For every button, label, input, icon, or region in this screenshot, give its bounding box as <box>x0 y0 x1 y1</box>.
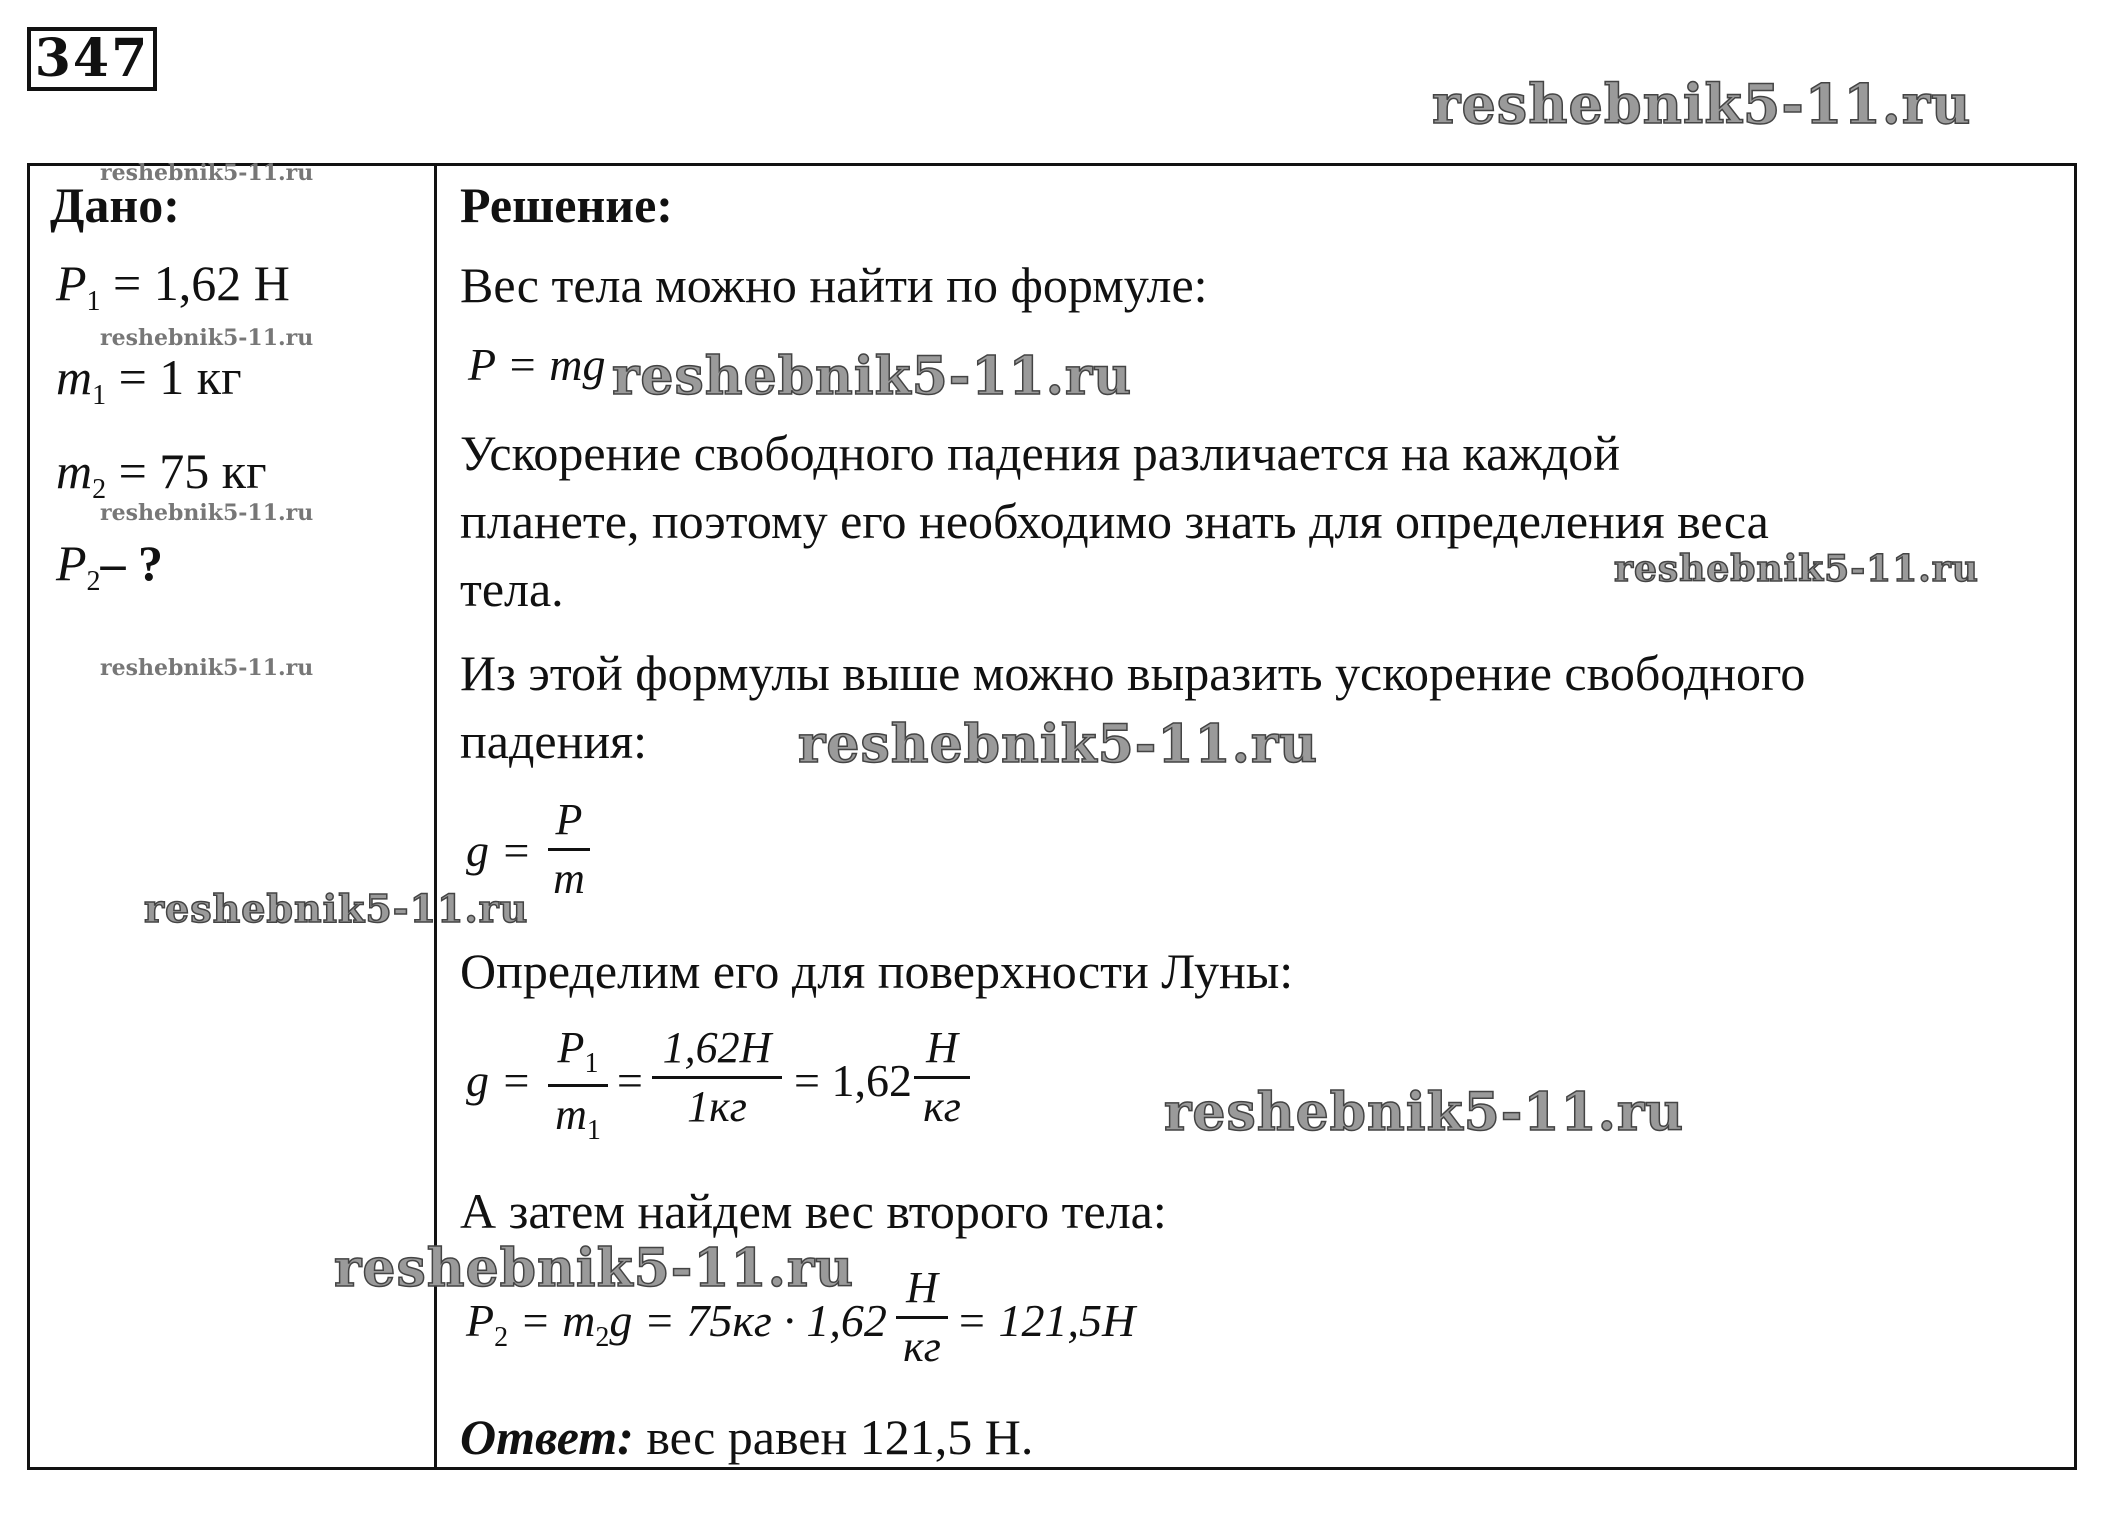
given-subscript: 2 <box>86 566 101 597</box>
formula-g-fraction <box>548 795 590 903</box>
watermark-solution-4: reshebnik5-11.ru <box>144 886 529 931</box>
answer-text: вес равен 121,5 Н. <box>633 1409 1034 1465</box>
formula-moon-fraction-1 <box>548 1023 608 1146</box>
fraction-numerator <box>548 1023 608 1079</box>
given-subscript: 1 <box>86 286 101 317</box>
watermark-solution-2: reshebnik5-11.ru <box>1614 548 1979 590</box>
formula-weight: P = mg <box>468 339 606 390</box>
given-subscript: 2 <box>92 474 107 505</box>
given-value: = 75 кг <box>106 443 267 499</box>
watermark-solution-6: reshebnik5-11.ru <box>334 1238 855 1299</box>
fraction-denominator: кг <box>923 1082 961 1131</box>
watermark-given-1: reshebnik5-11.ru <box>100 160 314 186</box>
fraction-bar <box>548 848 590 851</box>
given-line-m1 <box>56 349 242 411</box>
given-symbol: m <box>56 443 93 499</box>
numerator-symbol: P <box>557 1023 585 1072</box>
formula-g-lhs: g = <box>466 825 532 876</box>
solution-paragraph-1: Вес тела можно найти по формуле: <box>460 257 1208 313</box>
given-symbol: m <box>56 349 93 405</box>
formula-substitution: g = 75кг · 1,62 <box>609 1295 887 1346</box>
formula-moon-eq-1: = <box>614 1055 646 1106</box>
solution-heading: Решение: <box>460 177 673 233</box>
fraction-denominator: кг <box>903 1322 941 1371</box>
fraction-bar <box>896 1316 948 1319</box>
formula-moon-fraction-3 <box>914 1023 970 1131</box>
given-value: = 1 кг <box>106 349 242 405</box>
formula-subscript: 2 <box>595 1322 610 1353</box>
watermark-given-2: reshebnik5-11.ru <box>100 325 314 351</box>
numerator-subscript: 1 <box>584 1048 599 1079</box>
answer-label: Ответ: <box>460 1409 634 1465</box>
solution-paragraph-3-line-1: Из этой формулы выше можно выразить ускорение свободного <box>460 645 1806 701</box>
fraction-bar <box>652 1076 782 1079</box>
solution-paragraph-4: Определим его для поверхности Луны: <box>460 943 1294 999</box>
formula-mass: = m <box>508 1295 596 1346</box>
formula-moon-fraction-2 <box>652 1023 782 1131</box>
solution-paragraph-5: А затем найдем вес второго тела: <box>460 1183 1167 1239</box>
watermark-given-3: reshebnik5-11.ru <box>100 500 314 526</box>
given-line-p2 <box>56 535 164 597</box>
formula-moon-eq-2: = 1,62 <box>794 1055 912 1106</box>
solution-paragraph-2-line-3: тела. <box>460 561 564 617</box>
fraction-bar <box>914 1076 970 1079</box>
given-unknown: – ? <box>100 535 164 591</box>
watermark-given-4: reshebnik5-11.ru <box>100 655 314 681</box>
formula-second-body-result: = 121,5H <box>956 1295 1136 1346</box>
formula-symbol: P <box>466 1295 495 1346</box>
denominator-subscript: 1 <box>586 1115 601 1146</box>
fraction-numerator: 1,62H <box>662 1023 772 1072</box>
answer-line <box>460 1409 1034 1465</box>
solution-paragraph-3-line-2: падения: <box>460 713 647 769</box>
formula-moon-lhs: g = <box>466 1055 532 1106</box>
problem-number: 347 <box>27 27 157 91</box>
given-line-m2 <box>56 443 267 505</box>
formula-second-body-fraction <box>896 1263 948 1371</box>
fraction-numerator: H <box>926 1023 958 1072</box>
formula-second-body <box>466 1295 887 1353</box>
watermark-top-right: reshebnik5-11.ru <box>1432 72 1972 136</box>
fraction-numerator: P <box>555 795 583 844</box>
given-heading: Дано: <box>50 177 180 233</box>
watermark-solution-5: reshebnik5-11.ru <box>1164 1082 1685 1143</box>
fraction-numerator: H <box>906 1263 938 1312</box>
solution-paragraph-2-line-2: планете, поэтому его необходимо знать для определения веса <box>460 493 1769 549</box>
fraction-denominator: 1кг <box>687 1082 747 1131</box>
given-value: = 1,62 Н <box>100 255 290 311</box>
given-symbol: P <box>56 255 87 311</box>
given-line-p1 <box>56 255 290 317</box>
formula-subscript: 2 <box>494 1322 509 1353</box>
fraction-denominator: m <box>553 854 585 903</box>
watermark-solution-1: reshebnik5-11.ru <box>612 346 1133 407</box>
denominator-symbol: m <box>555 1090 587 1139</box>
fraction-denominator <box>548 1090 608 1146</box>
given-subscript: 1 <box>92 380 107 411</box>
given-symbol: P <box>56 535 87 591</box>
watermark-solution-3: reshebnik5-11.ru <box>798 714 1319 775</box>
fraction-bar <box>548 1084 608 1087</box>
solution-paragraph-2-line-1: Ускорение свободного падения различается на каждой <box>460 425 1621 481</box>
